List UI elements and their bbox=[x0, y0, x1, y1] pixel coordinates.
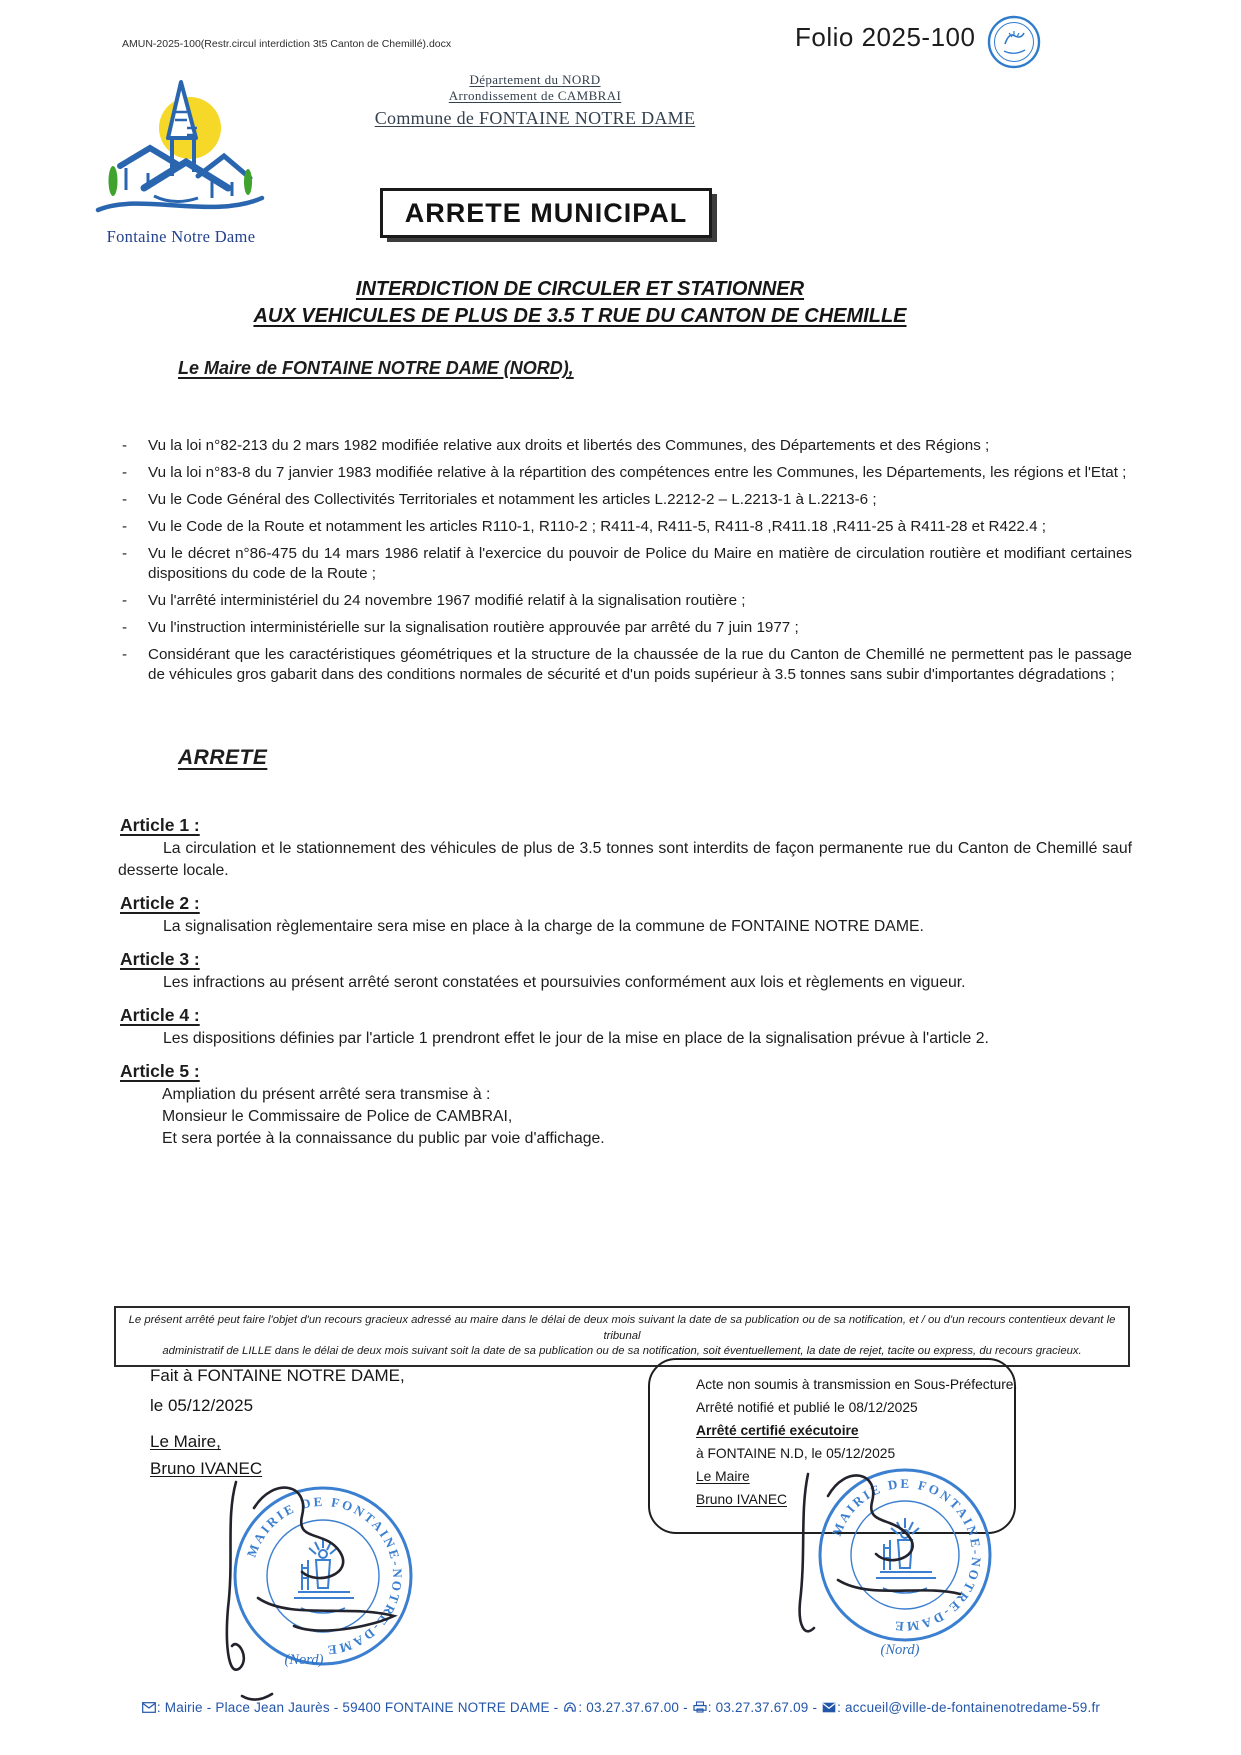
notice-line-2: administratif de LILLE dans le délai de deux mois suivant soit la date de sa publication ou de sa notification, soit éventuellement, la date de rejet, tacite ou express, du recours gracieux. bbox=[162, 1345, 1082, 1357]
arrete-municipal-banner bbox=[380, 188, 712, 238]
issuer-line: Le Maire de FONTAINE NOTRE DAME (NORD), bbox=[178, 358, 574, 378]
notice-line-1: Le présent arrêté peut faire l'objet d'un recours gracieux adressé au maire dans le délai de deux mois suivant la date de sa publication ou de sa notification, et / ou d'un recours contentieux devant le tribunal bbox=[128, 1314, 1116, 1342]
commune-header bbox=[320, 72, 750, 129]
stamp-ring-text: MAIRIE DE FONTAINE-NOTRE-DAME bbox=[243, 1493, 406, 1659]
clause-item: - Vu la loi n°83-8 du 7 janvier 1983 modifiée relative à la répartition des compétences entre les Communes, les Départements, les régions et l'Etat ; bbox=[118, 463, 1132, 483]
certification-line: Le Maire bbox=[696, 1469, 750, 1484]
article-heading: Article 5 : bbox=[120, 1061, 200, 1081]
certification-line: Arrêté certifié exécutoire bbox=[696, 1423, 859, 1438]
article-body: La circulation et le stationnement des véhicules de plus de 3.5 tonnes sont interdits de façon permanente rue du Canton de Chemillé sauf desserte locale. bbox=[118, 840, 1132, 879]
logo-caption: Fontaine Notre Dame bbox=[106, 227, 256, 246]
document-title bbox=[20, 276, 1140, 330]
article-body: La signalisation règlementaire sera mise en place à la charge de la commune de FONTAINE NOTRE DAME. bbox=[163, 918, 924, 935]
footer-address: : Mairie - Place Jean Jaurès - 59400 FONTAINE NOTRE DAME - bbox=[156, 1700, 563, 1715]
village-logo-icon bbox=[92, 78, 270, 220]
certification-line: Acte non soumis à transmission en Sous-Préfecture. bbox=[696, 1377, 1018, 1392]
mayor-stamp-left bbox=[198, 1468, 460, 1713]
signature-place: Fait à FONTAINE NOTRE DAME, bbox=[150, 1366, 405, 1385]
clause-item: - Vu le Code de la Route et notamment les articles R110-1, R110-2 ; R411-4, R411-5, R411-8 ,R411.18 ,R411-25 à R411-28 et R422.4 ; bbox=[118, 517, 1132, 537]
stamp-emblem-icon bbox=[294, 1538, 354, 1613]
article-2 bbox=[118, 892, 1132, 938]
title-line-1: INTERDICTION DE CIRCULER ET STATIONNER bbox=[355, 278, 805, 300]
footer-phone: : 03.27.37.67.00 - bbox=[578, 1700, 692, 1715]
articles-section bbox=[118, 814, 1132, 1150]
signature-name: Bruno IVANEC bbox=[150, 1459, 263, 1478]
signature-block bbox=[150, 1366, 405, 1479]
stamp-ring-text: MAIRIE DE FONTAINE-NOTRE-DAME bbox=[828, 1475, 985, 1635]
clause-item: - Vu le décret n°86-475 du 14 mars 1986 relatif à l'exercice du pouvoir de Police du Maire en matière de circulation routière et modifiant certaines dispositions du code de la Route ; bbox=[118, 544, 1132, 584]
article-heading: Article 3 : bbox=[120, 949, 200, 969]
banner-label: ARRETE MUNICIPAL bbox=[404, 197, 688, 228]
commune-line: Commune de FONTAINE NOTRE DAME bbox=[374, 108, 696, 128]
arrete-heading: ARRETE bbox=[178, 746, 268, 769]
email-icon bbox=[822, 1702, 836, 1713]
stamp-nord-label: (Nord) bbox=[284, 1652, 324, 1668]
footer-contact bbox=[0, 1700, 1241, 1715]
article-body-line: Ampliation du présent arrêté sera transmise à : bbox=[162, 1086, 491, 1103]
small-round-stamp-icon bbox=[985, 13, 1043, 71]
phone-icon bbox=[563, 1701, 577, 1713]
folio-number: Folio 2025-100 bbox=[795, 22, 976, 52]
fax-icon bbox=[693, 1701, 707, 1713]
stamp-nord-label: (Nord) bbox=[880, 1642, 920, 1658]
mayor-stamp-right bbox=[772, 1452, 1024, 1680]
file-reference: AMUN-2025-100(Restr.circul interdiction 3t5 Canton de Chemillé).docx bbox=[122, 38, 452, 50]
legal-clauses-list bbox=[118, 436, 1132, 692]
clause-item: - Vu l'arrêté interministériel du 24 novembre 1967 modifié relatif à la signalisation routière ; bbox=[118, 591, 1132, 611]
article-3 bbox=[118, 948, 1132, 994]
arrondissement-line: Arrondissement de CAMBRAI bbox=[448, 88, 622, 103]
footer-fax: : 03.27.37.67.09 - bbox=[707, 1700, 822, 1715]
footer-email: : accueil@ville-de-fontainenotredame-59.fr bbox=[837, 1700, 1101, 1715]
certification-line: Arrêté notifié et publié le 08/12/2025 bbox=[696, 1400, 918, 1415]
signature-date: le 05/12/2025 bbox=[150, 1396, 254, 1415]
commune-logo bbox=[86, 78, 276, 247]
clause-item: - Considérant que les caractéristiques géométriques et la structure de la chaussée de la rue du Canton de Chemillé ne permettent pas le passage de véhicules gros gabarit dans des conditions normales de sécurité et d'un poids supérieur à 3.5 tonnes sans subir d'importantes dégradations ; bbox=[118, 645, 1132, 685]
clause-item: - Vu la loi n°82-213 du 2 mars 1982 modifiée relative aux droits et libertés des Communes, des Départements et des Régions ; bbox=[118, 436, 1132, 456]
clause-item: - Vu l'instruction interministérielle sur la signalisation routière approuvée par arrêté du 7 juin 1977 ; bbox=[118, 618, 1132, 638]
article-body-line: Et sera portée à la connaissance du public par voie d'affichage. bbox=[162, 1130, 605, 1147]
article-1 bbox=[118, 814, 1132, 882]
svg-text:MAIRIE DE FONTAINE-NOTRE-DAME bbox=[244, 1494, 405, 1658]
title-line-2: AUX VEHICULES DE PLUS DE 3.5 T RUE DU CANTON DE CHEMILLE bbox=[253, 305, 907, 327]
departement-line: Département du NORD bbox=[469, 72, 601, 87]
certification-line: Bruno IVANEC bbox=[696, 1492, 787, 1507]
signature-role: Le Maire, bbox=[150, 1432, 221, 1451]
article-5 bbox=[118, 1060, 1132, 1150]
article-body-line: Monsieur le Commissaire de Police de CAMBRAI, bbox=[162, 1108, 513, 1125]
article-heading: Article 1 : bbox=[120, 815, 200, 835]
article-heading: Article 4 : bbox=[120, 1005, 200, 1025]
article-4 bbox=[118, 1004, 1132, 1050]
article-heading: Article 2 : bbox=[120, 893, 200, 913]
clause-item: - Vu le Code Général des Collectivités Territoriales et notamment les articles L.2212-2 – L.2213-1 à L.2213-6 ; bbox=[118, 490, 1132, 510]
article-body: Les dispositions définies par l'article 1 prendront effet le jour de la mise en place de la signalisation prévue à l'article 2. bbox=[163, 1030, 989, 1047]
certification-line: à FONTAINE N.D, le 05/12/2025 bbox=[696, 1446, 896, 1461]
mail-icon bbox=[142, 1702, 156, 1713]
article-body: Les infractions au présent arrêté seront constatées et poursuivies conformément aux lois et règlements en vigueur. bbox=[163, 974, 966, 991]
